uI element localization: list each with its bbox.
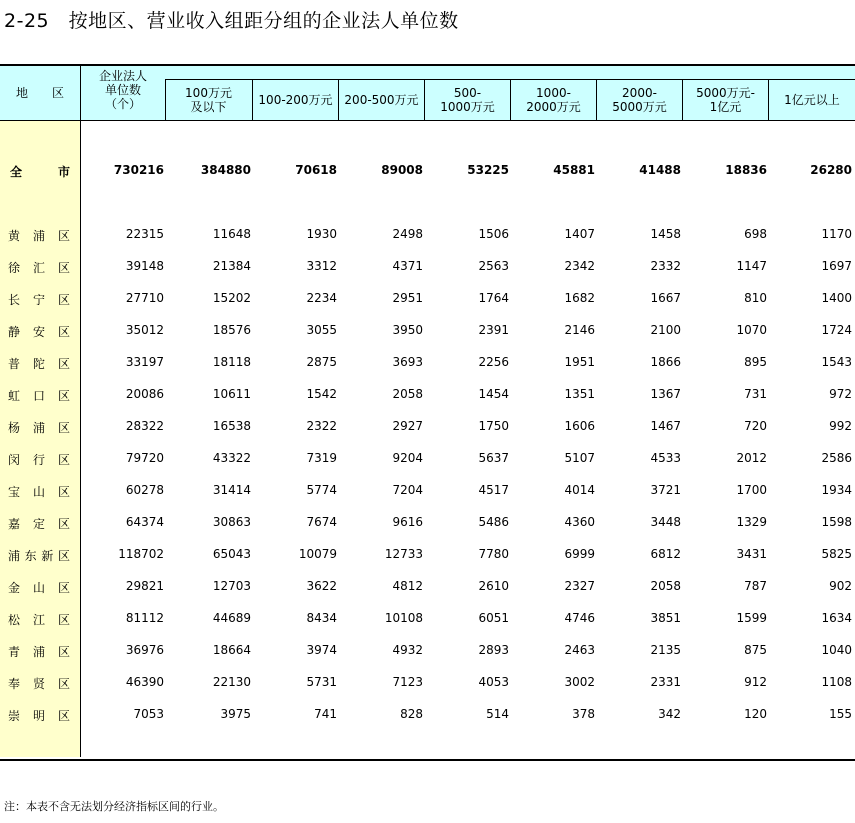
- cell-group-count: 1542: [306, 387, 337, 401]
- cell-group-count: 912: [744, 675, 767, 689]
- header-group-label: 100万元: [185, 85, 232, 100]
- cell-group-count: 2100: [650, 323, 681, 337]
- cell-group-count: 875: [744, 643, 767, 657]
- table-row: [0, 449, 855, 469]
- cell-total-count: 29821: [125, 579, 164, 593]
- cell-group-count: 1951: [564, 355, 595, 369]
- cell-total-count: 46390: [125, 675, 164, 689]
- cell-group-count: 5825: [821, 547, 852, 561]
- cell-group-count: 70618: [295, 163, 337, 177]
- cell-group-count: 6999: [564, 547, 595, 561]
- cell-group-count: 1606: [564, 419, 595, 433]
- cell-group-count: 11648: [212, 227, 251, 241]
- cell-group-count: 10611: [212, 387, 251, 401]
- header-group-label: 2000万元: [526, 99, 581, 114]
- cell-group-count: 514: [486, 707, 509, 721]
- cell-group-count: 342: [658, 707, 681, 721]
- cell-group-count: 1750: [478, 419, 509, 433]
- cell-group-count: 1866: [650, 355, 681, 369]
- cell-group-count: 89008: [381, 163, 423, 177]
- cell-total-count: 118702: [118, 547, 164, 561]
- cell-group-count: 720: [744, 419, 767, 433]
- cell-group-count: 6812: [650, 547, 681, 561]
- header-count-line1: 企业法人: [98, 69, 147, 83]
- cell-total-count: 64374: [125, 515, 164, 529]
- cell-group-count: 1170: [821, 227, 852, 241]
- table-row: [0, 417, 855, 437]
- cell-group-count: 3721: [650, 483, 681, 497]
- cell-group-count: 9204: [392, 451, 423, 465]
- cell-group-count: 787: [744, 579, 767, 593]
- region-name: 长 宁 区: [8, 293, 70, 307]
- cell-group-count: 5637: [478, 451, 509, 465]
- cell-group-count: 7204: [392, 483, 423, 497]
- cell-group-count: 3448: [650, 515, 681, 529]
- cell-group-count: 4053: [478, 675, 509, 689]
- cell-group-count: 1934: [821, 483, 852, 497]
- cell-group-count: 1454: [478, 387, 509, 401]
- cell-group-count: 1467: [650, 419, 681, 433]
- cell-group-count: 3312: [306, 259, 337, 273]
- cell-group-count: 731: [744, 387, 767, 401]
- cell-group-count: 4932: [392, 643, 423, 657]
- cell-group-count: 2256: [478, 355, 509, 369]
- cell-total-count: 35012: [125, 323, 164, 337]
- region-name: 静 安 区: [8, 325, 70, 339]
- cell-group-count: 5107: [564, 451, 595, 465]
- cell-group-count: 698: [744, 227, 767, 241]
- cell-group-count: 1329: [736, 515, 767, 529]
- table-row: [0, 577, 855, 597]
- cell-group-count: 2146: [564, 323, 595, 337]
- cell-group-count: 2498: [392, 227, 423, 241]
- table-row: [0, 289, 855, 309]
- cell-group-count: 1506: [478, 227, 509, 241]
- cell-group-count: 2012: [736, 451, 767, 465]
- cell-group-count: 16538: [212, 419, 251, 433]
- cell-group-count: 2893: [478, 643, 509, 657]
- cell-group-count: 384880: [200, 163, 251, 177]
- region-name: 虹 口 区: [8, 389, 70, 403]
- cell-group-count: 2332: [650, 259, 681, 273]
- cell-group-count: 2391: [478, 323, 509, 337]
- cell-group-count: 2563: [478, 259, 509, 273]
- cell-group-count: 2058: [392, 387, 423, 401]
- header-group-8: [768, 79, 855, 120]
- table-row: [0, 513, 855, 533]
- cell-group-count: 810: [744, 291, 767, 305]
- cell-group-count: 1764: [478, 291, 509, 305]
- cell-group-count: 2327: [564, 579, 595, 593]
- cell-group-count: 3055: [306, 323, 337, 337]
- cell-total-count: 20086: [125, 387, 164, 401]
- cell-group-count: 18576: [212, 323, 251, 337]
- cell-group-count: 6051: [478, 611, 509, 625]
- header-region-label: 地 区: [15, 86, 64, 100]
- table-header: [0, 66, 855, 121]
- cell-group-count: 41488: [639, 163, 681, 177]
- table-row: [0, 673, 855, 693]
- data-table: [0, 64, 855, 761]
- cell-group-count: 7123: [392, 675, 423, 689]
- cell-group-count: 2610: [478, 579, 509, 593]
- cell-group-count: 65043: [212, 547, 251, 561]
- region-name: 宝 山 区: [8, 485, 70, 499]
- table-row: [0, 257, 855, 277]
- region-name: 金 山 区: [8, 581, 70, 595]
- region-name: 青 浦 区: [8, 645, 70, 659]
- cell-group-count: 18664: [212, 643, 251, 657]
- header-group-label: 1000万元: [440, 99, 495, 114]
- cell-group-count: 2463: [564, 643, 595, 657]
- region-name: 徐 汇 区: [8, 261, 70, 275]
- header-group-6: [596, 79, 682, 120]
- cell-group-count: 155: [829, 707, 852, 721]
- cell-group-count: 3693: [392, 355, 423, 369]
- cell-group-count: 1040: [821, 643, 852, 657]
- cell-group-count: 992: [829, 419, 852, 433]
- cell-group-count: 44689: [212, 611, 251, 625]
- table-row: [0, 705, 855, 725]
- cell-group-count: 8434: [306, 611, 337, 625]
- cell-group-count: 828: [400, 707, 423, 721]
- cell-group-count: 21384: [212, 259, 251, 273]
- header-group-label: 及以下: [190, 99, 227, 114]
- cell-group-count: 3002: [564, 675, 595, 689]
- cell-group-count: 1682: [564, 291, 595, 305]
- cell-group-count: 2342: [564, 259, 595, 273]
- cell-group-count: 2331: [650, 675, 681, 689]
- table-footnote: 注：本表不含无法划分经济指标区间的行业。: [4, 800, 224, 813]
- cell-group-count: 1543: [821, 355, 852, 369]
- cell-group-count: 4746: [564, 611, 595, 625]
- cell-total-count: 36976: [125, 643, 164, 657]
- cell-group-count: 1599: [736, 611, 767, 625]
- table-row-total: [0, 161, 855, 181]
- cell-group-count: 3950: [392, 323, 423, 337]
- cell-group-count: 972: [829, 387, 852, 401]
- cell-group-count: 4812: [392, 579, 423, 593]
- cell-group-count: 12733: [384, 547, 423, 561]
- cell-group-count: 3974: [306, 643, 337, 657]
- cell-group-count: 4371: [392, 259, 423, 273]
- cell-group-count: 1724: [821, 323, 852, 337]
- cell-group-count: 1598: [821, 515, 852, 529]
- header-group-3: [338, 79, 424, 120]
- cell-total-count: 28322: [125, 419, 164, 433]
- cell-total-count: 7053: [133, 707, 164, 721]
- region-name: 浦 东 新 区: [8, 549, 70, 563]
- table-row: [0, 353, 855, 373]
- cell-total-count: 22315: [125, 227, 164, 241]
- cell-group-count: 18836: [725, 163, 767, 177]
- cell-total-count: 730216: [113, 163, 164, 177]
- cell-group-count: 1351: [564, 387, 595, 401]
- cell-total-count: 27710: [125, 291, 164, 305]
- cell-group-count: 3431: [736, 547, 767, 561]
- cell-group-count: 4360: [564, 515, 595, 529]
- cell-group-count: 5774: [306, 483, 337, 497]
- region-column-band: [0, 121, 81, 757]
- cell-group-count: 1407: [564, 227, 595, 241]
- cell-group-count: 5486: [478, 515, 509, 529]
- cell-total-count: 60278: [125, 483, 164, 497]
- cell-group-count: 30863: [212, 515, 251, 529]
- header-group-5: [510, 79, 596, 120]
- region-name: 嘉 定 区: [8, 517, 70, 531]
- cell-group-count: 1400: [821, 291, 852, 305]
- header-group-4: [424, 79, 510, 120]
- cell-group-count: 7674: [306, 515, 337, 529]
- cell-total-count: 33197: [125, 355, 164, 369]
- table-row: [0, 225, 855, 245]
- header-count-line2: 单位数: [104, 83, 141, 97]
- header-group-label: 1亿元以上: [784, 92, 840, 107]
- cell-group-count: 378: [572, 707, 595, 721]
- cell-total-count: 79720: [125, 451, 164, 465]
- header-group-label: 500-: [453, 85, 482, 100]
- cell-group-count: 26280: [810, 163, 852, 177]
- cell-group-count: 43322: [212, 451, 251, 465]
- header-group-2: [252, 79, 338, 120]
- header-group-label: 2000-: [622, 85, 657, 100]
- cell-group-count: 902: [829, 579, 852, 593]
- cell-group-count: 741: [314, 707, 337, 721]
- cell-group-count: 1367: [650, 387, 681, 401]
- cell-group-count: 5731: [306, 675, 337, 689]
- header-group-label: 100-200万元: [258, 92, 333, 107]
- page-title: 2-25 按地区、营业收入组距分组的企业法人单位数: [4, 10, 459, 32]
- header-group-1: [165, 79, 251, 120]
- cell-group-count: 45881: [553, 163, 595, 177]
- cell-group-count: 2951: [392, 291, 423, 305]
- cell-group-count: 895: [744, 355, 767, 369]
- cell-group-count: 10079: [298, 547, 337, 561]
- header-group-7: [682, 79, 768, 120]
- region-name: 杨 浦 区: [8, 421, 70, 435]
- cell-group-count: 15202: [212, 291, 251, 305]
- table-row: [0, 385, 855, 405]
- cell-group-count: 7319: [306, 451, 337, 465]
- cell-group-count: 2135: [650, 643, 681, 657]
- cell-group-count: 1458: [650, 227, 681, 241]
- region-name: 崇 明 区: [8, 709, 70, 723]
- cell-group-count: 31414: [212, 483, 251, 497]
- cell-group-count: 4533: [650, 451, 681, 465]
- cell-group-count: 2586: [821, 451, 852, 465]
- cell-group-count: 3975: [220, 707, 251, 721]
- cell-group-count: 9616: [392, 515, 423, 529]
- cell-group-count: 1667: [650, 291, 681, 305]
- region-name: 普 陀 区: [8, 357, 70, 371]
- header-count-line3: （个）: [104, 97, 141, 111]
- header-count: [80, 66, 165, 120]
- header-group-label: 200-500万元: [344, 92, 419, 107]
- cell-group-count: 1108: [821, 675, 852, 689]
- region-name: 奉 贤 区: [8, 677, 70, 691]
- cell-group-count: 10108: [384, 611, 423, 625]
- region-name: 闵 行 区: [8, 453, 70, 467]
- cell-group-count: 4014: [564, 483, 595, 497]
- cell-group-count: 1147: [736, 259, 767, 273]
- table-row: [0, 481, 855, 501]
- cell-total-count: 39148: [125, 259, 164, 273]
- cell-group-count: 53225: [467, 163, 509, 177]
- table-row: [0, 545, 855, 565]
- cell-group-count: 7780: [478, 547, 509, 561]
- header-group-label: 1000-: [536, 85, 571, 100]
- cell-group-count: 1700: [736, 483, 767, 497]
- cell-group-count: 2322: [306, 419, 337, 433]
- cell-group-count: 2058: [650, 579, 681, 593]
- cell-group-count: 4517: [478, 483, 509, 497]
- cell-group-count: 3622: [306, 579, 337, 593]
- cell-group-count: 2875: [306, 355, 337, 369]
- cell-group-count: 12703: [212, 579, 251, 593]
- cell-group-count: 1697: [821, 259, 852, 273]
- cell-group-count: 120: [744, 707, 767, 721]
- cell-group-count: 18118: [212, 355, 251, 369]
- cell-group-count: 3851: [650, 611, 681, 625]
- header-group-label: 5000万元-: [696, 85, 755, 100]
- cell-group-count: 1930: [306, 227, 337, 241]
- region-name: 黄 浦 区: [8, 229, 70, 243]
- header-group-label: 1亿元: [709, 99, 742, 114]
- cell-group-count: 1634: [821, 611, 852, 625]
- cell-group-count: 2927: [392, 419, 423, 433]
- region-name: 全 市: [10, 165, 70, 179]
- cell-group-count: 1070: [736, 323, 767, 337]
- region-name: 松 江 区: [8, 613, 70, 627]
- table-row: [0, 321, 855, 341]
- cell-total-count: 81112: [125, 611, 164, 625]
- table-row: [0, 641, 855, 661]
- table-row: [0, 609, 855, 629]
- header-region: [0, 66, 80, 120]
- header-group-label: 5000万元: [612, 99, 667, 114]
- cell-group-count: 2234: [306, 291, 337, 305]
- cell-group-count: 22130: [212, 675, 251, 689]
